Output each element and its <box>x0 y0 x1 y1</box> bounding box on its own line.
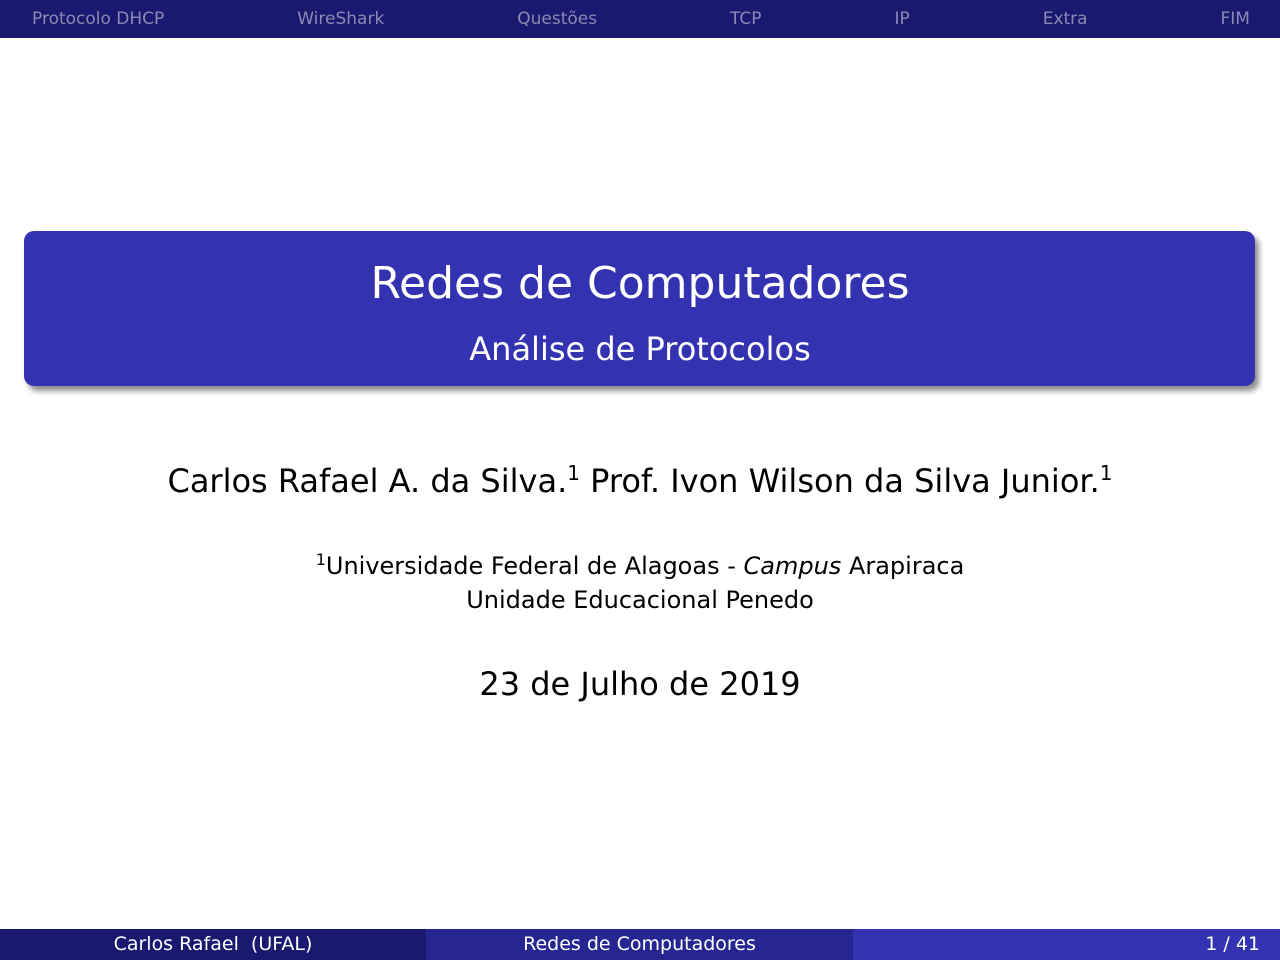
nav-item-wireshark[interactable]: WireShark <box>297 9 385 29</box>
author-affiliation-mark: 1 <box>567 461 580 485</box>
institute-campus-word: Campus <box>743 552 842 580</box>
institute-line-2: Unidade Educacional Penedo <box>466 586 814 614</box>
presentation-title: Redes de Computadores <box>370 258 910 309</box>
presentation-date: 23 de Julho de 2019 <box>479 665 801 703</box>
nav-item-extra[interactable]: Extra <box>1042 9 1088 29</box>
footer-title: Redes de Computadores <box>426 929 853 960</box>
nav-item-protocolo-dhcp[interactable]: Protocolo DHCP <box>32 9 165 29</box>
author-name: Carlos Rafael A. da Silva. <box>167 462 568 500</box>
institute-block <box>0 549 1280 617</box>
footer-page-number: 1 / 41 <box>853 929 1280 960</box>
authors-line <box>0 458 1280 504</box>
author-affiliation-mark: 1 <box>1099 461 1113 485</box>
institute-name: Universidade Federal de Alagoas - <box>325 552 744 580</box>
institute-affiliation-mark: 1 <box>315 550 326 569</box>
nav-item-ip[interactable]: IP <box>894 9 910 29</box>
footer-bar <box>0 929 1280 960</box>
author-name: Prof. Ivon Wilson da Silva Junior. <box>590 462 1100 500</box>
nav-item-tcp[interactable]: TCP <box>730 9 762 29</box>
institute-line-1 <box>0 549 1280 583</box>
institute-campus-name: Arapiraca <box>841 552 965 580</box>
nav-item-fim[interactable]: FIM <box>1220 9 1250 29</box>
section-navbar <box>0 0 1280 38</box>
presentation-subtitle: Análise de Protocolos <box>469 330 811 368</box>
footer-author: Carlos Rafael (UFAL) <box>0 929 426 960</box>
nav-item-questoes[interactable]: Questões <box>517 9 598 29</box>
